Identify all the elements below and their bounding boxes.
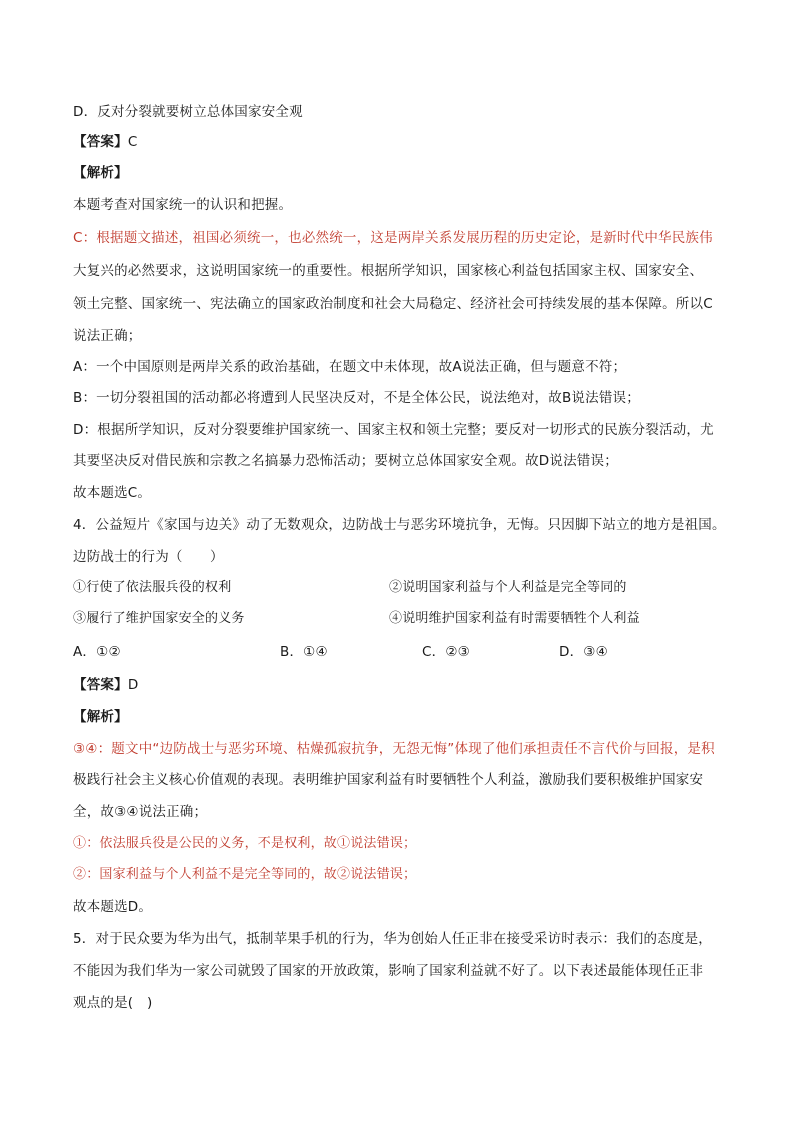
q4-analysis-line2: 极践行社会主义核心价值观的表现。表明维护国家利益有时要牺牲个人利益，激励我们要积极维护国家安: [73, 772, 704, 788]
q4-option-2: ②说明国家利益与个人利益是完全等同的: [389, 580, 627, 595]
q4-option-1: ①行使了依法服兵役的权利: [73, 580, 232, 595]
q4-analysis-line5: ②：国家利益与个人利益不是完全等同的，故②说法错误；: [73, 867, 417, 882]
q3-analysis-a: A：一个中国原则是两岸关系的政治基础，在题文中未体现，故A说法正确，但与题意不符；: [73, 359, 627, 375]
q4-answer: [73, 676, 138, 694]
q4-option-4: ④说明维护国家利益有时需要牺牲个人利益: [389, 611, 640, 626]
q4-analysis-line4: ①：依法服兵役是公民的义务，不是权利，故①说法错误；: [73, 836, 417, 851]
q3-option-d: D．反对分裂就要树立总体国家安全观: [73, 104, 303, 120]
q3-analysis-c-line3: 领土完整、国家统一、宪法确立的国家政治制度和社会大局稳定、经济社会可持续发展的基本保障。所以C: [73, 296, 713, 312]
answer-value: D: [127, 677, 139, 693]
q4-options-row1: [73, 579, 627, 597]
q4-choices: [73, 643, 608, 661]
q3-intro: 本题考查对国家统一的认识和把握。: [73, 197, 293, 213]
q4-option-3: ③履行了维护国家安全的义务: [73, 611, 245, 626]
q5-stem-line1: 5．对于民众要为华为出气，抵制苹果手机的行为，华为创始人任正非在接受采访时表示：我们的态度是，: [73, 931, 712, 947]
answer-label: 【答案】: [73, 134, 128, 150]
q5-stem-line2: 不能因为我们华为一家公司就毁了国家的开放政策，影响了国家利益就不好了。以下表述最能体现任正非: [73, 963, 704, 979]
q4-options-row2: [73, 610, 640, 628]
q3-analysis-d-line2: 其要坚决反对借民族和宗教之名搞暴力恐怖活动；要树立总体国家安全观。故D说法错误；: [73, 453, 618, 469]
q4-analysis-label: 【解析】: [73, 709, 128, 725]
q3-analysis-d-line1: D：根据所学知识，反对分裂要维护国家统一、国家主权和领土完整；要反对一切形式的民族分裂活动，尤: [73, 422, 714, 438]
q3-analysis-label: 【解析】: [73, 165, 128, 181]
q3-conclusion: 故本题选C。: [73, 485, 152, 501]
answer-label: 【答案】: [73, 677, 128, 693]
q4-analysis-line3: 全，故③④说法正确；: [73, 804, 208, 820]
q3-analysis-c-line1: C：根据题文描述，祖国必须统一，也必然统一，这是两岸关系发展历程的历史定论，是新时代中华民族伟: [73, 230, 713, 246]
q3-analysis-b: B：一切分裂祖国的活动都必将遭到人民坚决反对，不是全体公民，说法绝对，故B说法错误；: [73, 390, 640, 406]
q4-choice-a: A．①②: [73, 644, 121, 660]
q3-analysis-c-line2: 大复兴的必然要求，这说明国家统一的重要性。根据所学知识，国家核心利益包括国家主权、国家安全、: [73, 263, 704, 279]
q4-choice-d: D．③④: [559, 644, 608, 660]
q3-answer: [73, 133, 137, 151]
answer-value: C: [127, 134, 138, 150]
q3-analysis-c-line4: 说法正确；: [73, 328, 142, 344]
q5-stem-line3: 观点的是( ): [73, 995, 153, 1011]
q4-analysis-line1: ③④：题文中“边防战士与恶劣环境、枯燥孤寂抗争，无怨无悔”体现了他们承担责任不言代价与回报，是积: [73, 741, 715, 757]
q4-choice-c: C．②③: [422, 644, 470, 660]
q4-stem-line1: 4．公益短片《家国与边关》动了无数观众，边防战士与恶劣环境抗争，无悔。只因脚下站立的地方是祖国。: [73, 517, 726, 533]
q4-stem-line2: 边防战士的行为（ ）: [73, 549, 224, 565]
q4-conclusion: 故本题选D。: [73, 899, 153, 915]
q4-choice-b: B．①④: [280, 644, 328, 660]
